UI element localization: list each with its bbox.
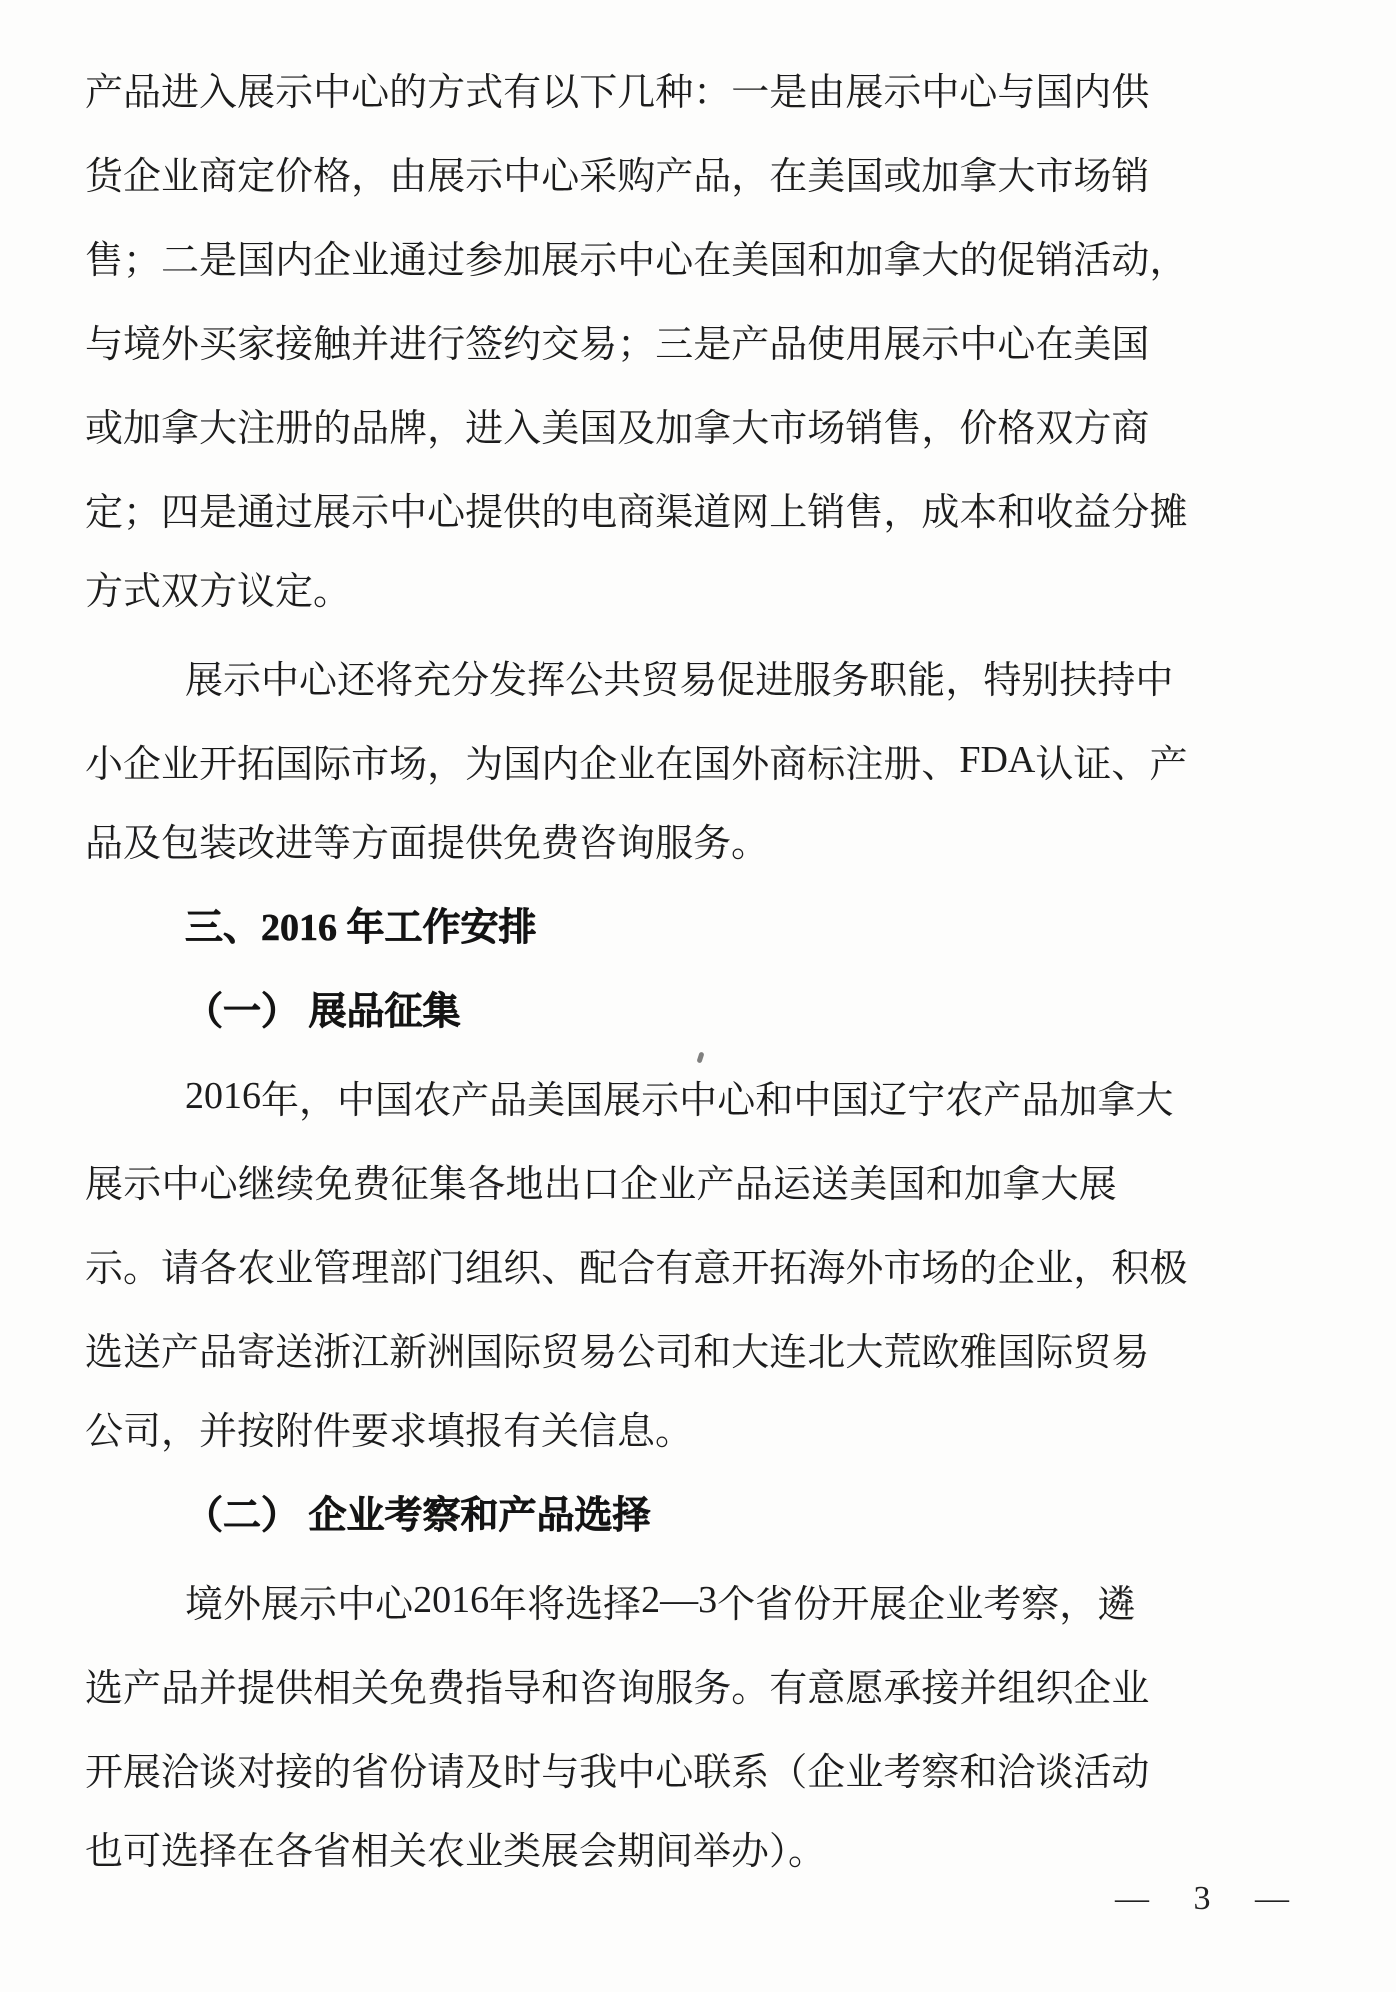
text-line: 货 企 业 商 定 价 格 ， 由 展 示 中 心 采 购 产 品 ， 在 美 国 或 加 拿 大 市 场 销 [85, 155, 1150, 198]
text-line: 选 送 产 品 寄 送 浙 江 新 洲 国 际 贸 易 公 司 和 大 连 北 大 荒 欧 雅 国 际 贸 易 [85, 1331, 1150, 1374]
text-line: 示 。 请 各 农 业 管 理 部 门 组 织 、 配 合 有 意 开 拓 海 外 市 场 的 企 业 ， 积 极 [85, 1247, 1188, 1290]
text-line: 境 外 展 示 中 心 2016 年 将 选 择 2 — 3 个 省 份 开 展 企 业 考 察 ， 遴 [185, 1579, 1136, 1626]
text-line: 展 示 中 心 继 续 免 费 征 集 各 地 出 口 企 业 产 品 运 送 美 国 和 加 拿 大 展 [85, 1163, 1117, 1206]
text-line: 或 加 拿 大 注 册 的 品 牌 ， 进 入 美 国 及 加 拿 大 市 场 销 售 ， 价 格 双 方 商 [85, 407, 1150, 450]
text-line: 小 企 业 开 拓 国 际 市 场 ， 为 国 内 企 业 在 国 外 商 标 注 册 、 FDA 认 证 、 产 [85, 739, 1188, 786]
page-number: — 3 — [1115, 1880, 1307, 1917]
text-line: 2016 年 ， 中 国 农 产 品 美 国 展 示 中 心 和 中 国 辽 宁 农 产 品 加 拿 大 [185, 1075, 1174, 1122]
text-line: 展 示 中 心 还 将 充 分 发 挥 公 共 贸 易 促 进 服 务 职 能 ， 特 别 扶 持 中 [185, 659, 1174, 702]
text-line: 品及包装改进等方面提供免费咨询服务。 [85, 823, 770, 865]
section-heading: （二） 企业考察和产品选择 [185, 1495, 651, 1537]
section-heading: （一） 展品征集 [185, 991, 461, 1033]
text-line: 定 ； 四 是 通 过 展 示 中 心 提 供 的 电 商 渠 道 网 上 销 售 ， 成 本 和 收 益 分 摊 [85, 491, 1188, 534]
text-line: 方式双方议定。 [85, 571, 352, 613]
text-line: 开 展 洽 谈 对 接 的 省 份 请 及 时 与 我 中 心 联 系 （ 企 业 考 察 和 洽 谈 活 动 [85, 1751, 1150, 1794]
text-line: 公司，并按附件要求填报有关信息。 [85, 1411, 694, 1453]
section-heading: 三、2016 年工作安排 [185, 907, 537, 949]
text-line: 售 ； 二 是 国 内 企 业 通 过 参 加 展 示 中 心 在 美 国 和 加 拿 大 的 促 销 活 动 ， [85, 239, 1188, 282]
text-line: 产 品 进 入 展 示 中 心 的 方 式 有 以 下 几 种 ： 一 是 由 展 示 中 心 与 国 内 供 [85, 71, 1150, 114]
text-line: 也可选择在各省相关农业类展会期间举办）。 [85, 1831, 827, 1873]
text-line: 与 境 外 买 家 接 触 并 进 行 签 约 交 易 ； 三 是 产 品 使 用 展 示 中 心 在 美 国 [85, 323, 1150, 366]
text-column [85, 46, 1188, 1894]
text-line: 选 产 品 并 提 供 相 关 免 费 指 导 和 咨 询 服 务 。 有 意 愿 承 接 并 组 织 企 业 [85, 1667, 1150, 1710]
